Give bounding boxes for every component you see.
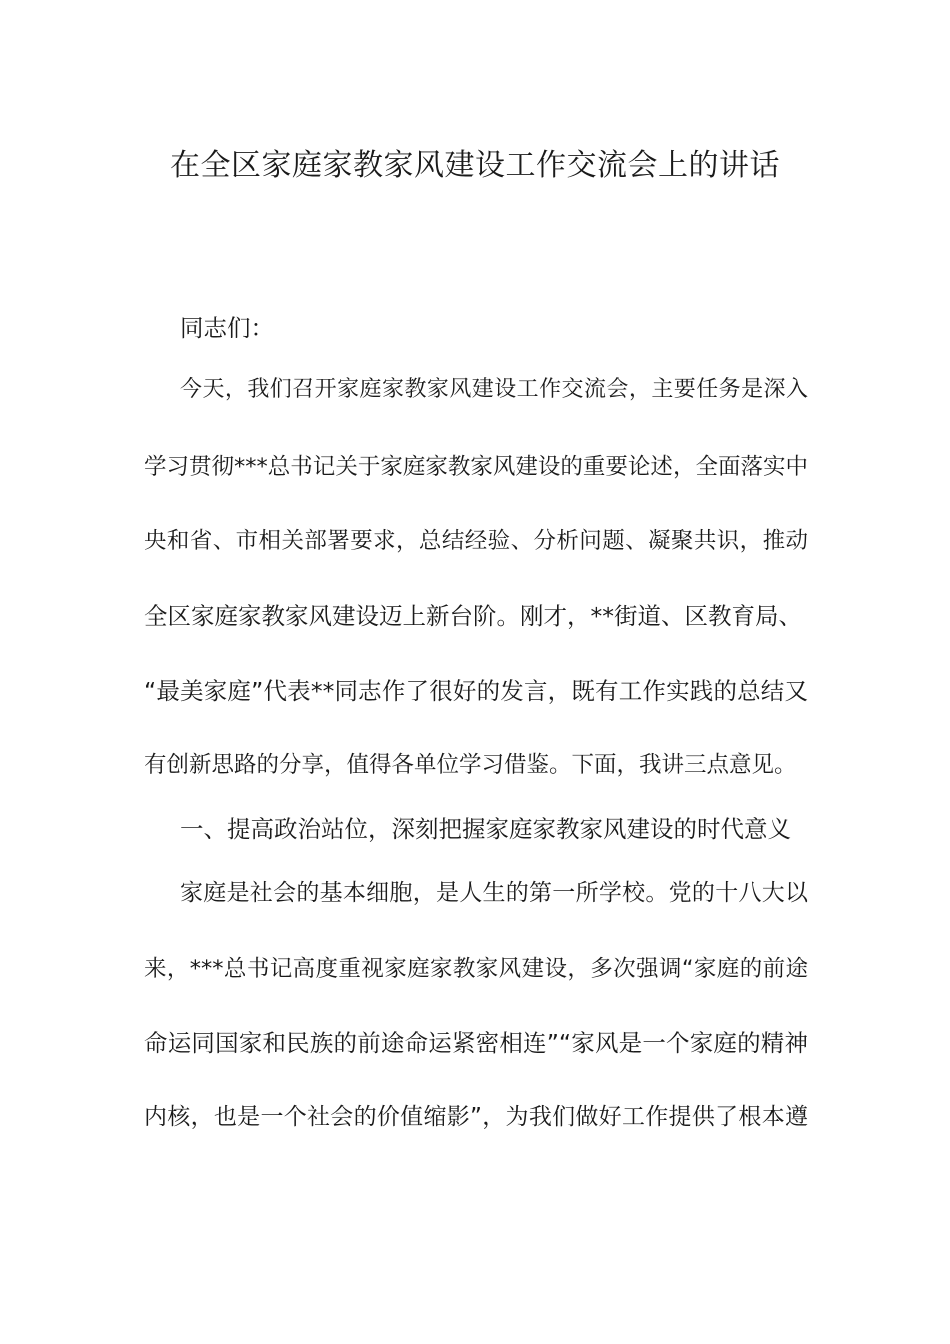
paragraph-line: 全区家庭家教家风建设迈上新台阶。刚才，**街道、区教育局、 — [144, 602, 802, 630]
section-heading: 一、提高政治站位，深刻把握家庭家教家风建设的时代意义 — [180, 815, 791, 843]
salutation: 同志们： — [180, 314, 274, 342]
paragraph-line: 来，***总书记高度重视家庭家教家风建设，多次强调“家庭的前途 — [144, 956, 808, 982]
paragraph-line: 家庭是社会的基本细胞，是人生的第一所学校。党的十八大以 — [180, 880, 808, 906]
paragraph-line: 央和省、市相关部署要求，总结经验、分析问题、凝聚共识，推动 — [144, 528, 808, 554]
paragraph-line: 有创新思路的分享，值得各单位学习借鉴。下面，我讲三点意见。 — [144, 752, 797, 778]
paragraph-line: 内核，也是一个社会的价值缩影”，为我们做好工作提供了根本遵 — [144, 1104, 808, 1130]
paragraph-line: 命运同国家和民族的前途命运紧密相连”“家风是一个家庭的精神 — [144, 1029, 808, 1057]
paragraph-line: “最美家庭”代表**同志作了很好的发言，既有工作实践的总结又 — [144, 677, 808, 705]
paragraph-line: 学习贯彻***总书记关于家庭家教家风建设的重要论述，全面落实中 — [144, 454, 808, 480]
document-title: 在全区家庭家教家风建设工作交流会上的讲话 — [170, 148, 780, 183]
paragraph-line: 今天，我们召开家庭家教家风建设工作交流会，主要任务是深入 — [180, 377, 808, 402]
